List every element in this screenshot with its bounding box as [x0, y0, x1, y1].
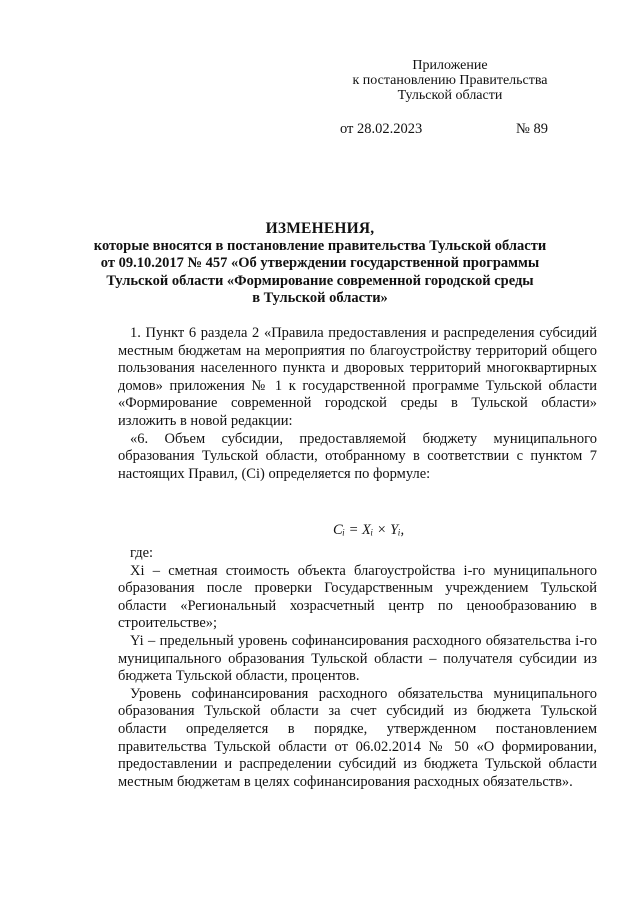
- heading-line-4: в Тульской области»: [252, 290, 388, 306]
- paragraph-xi: Xi – сметная стоимость объекта благоустройства i-го муниципального образования после проверки Государственным учреждением Тульской области «Региональный хозрасчетный центр по ценообразованию в строительстве»;: [118, 562, 597, 632]
- where-label: где:: [130, 545, 154, 561]
- appendix-line-1: Приложение: [412, 58, 488, 73]
- paragraph-1: 1. Пункт 6 раздела 2 «Правила предоставления и распределения субсидий местным бюджетам на мероприятия по благоустройству территорий общего пользования населенного пункта и дворовых территорий многоквартирных домов» приложения № 1 к государственной программе Тульской области «Формирование современной городской среды в Тульской области» изложить в новой редакции:: [118, 325, 597, 429]
- appendix-line-2: к постановлению Правительства: [352, 73, 548, 88]
- heading-line-1: которые вносятся в постановление правительства Тульской области: [93, 237, 547, 254]
- resolution-number: № 89: [516, 121, 548, 137]
- paragraph-2: «6. Объем субсидии, предоставляемой бюджету муниципального образования Тульской области, отобранному в соответствии с пунктом 7 настоящих Правил, (Ci) определяется по формуле:: [118, 430, 597, 482]
- formula: Cᵢ = Xᵢ × Yᵢ,: [333, 522, 405, 538]
- resolution-date: от 28.02.2023: [340, 121, 423, 137]
- appendix-block: [300, 58, 600, 103]
- paragraph-yi: Yi – предельный уровень софинансирования расходного обязательства i-го муниципального образования Тульской области – получателя субсидии из бюджета Тульской области, процентов.: [118, 632, 597, 685]
- appendix-line-3: Тульской области: [397, 88, 503, 103]
- body-bottom: [118, 545, 597, 791]
- document-heading: [80, 220, 560, 308]
- body-top: [118, 325, 597, 483]
- heading-line-3: Тульской области «Формирование современной городской среды: [106, 272, 534, 289]
- heading-line-2: от 09.10.2017 № 457 «Об утверждении государственной программы: [100, 255, 540, 271]
- heading-title: ИЗМЕНЕНИЯ,: [265, 220, 375, 237]
- paragraph-cofinancing: Уровень софинансирования расходного обязательства муниципального образования Тульской области за счет субсидий из бюджета Тульской области определяется в порядке, утвержденном постановлением правительства Тульской области от 06.02.2014 № 50 «О формировании, предоставлении и распределении субсидий из бюджета Тульской области местным бюджетам в целях софинансирования расходных обязательств».: [118, 685, 597, 790]
